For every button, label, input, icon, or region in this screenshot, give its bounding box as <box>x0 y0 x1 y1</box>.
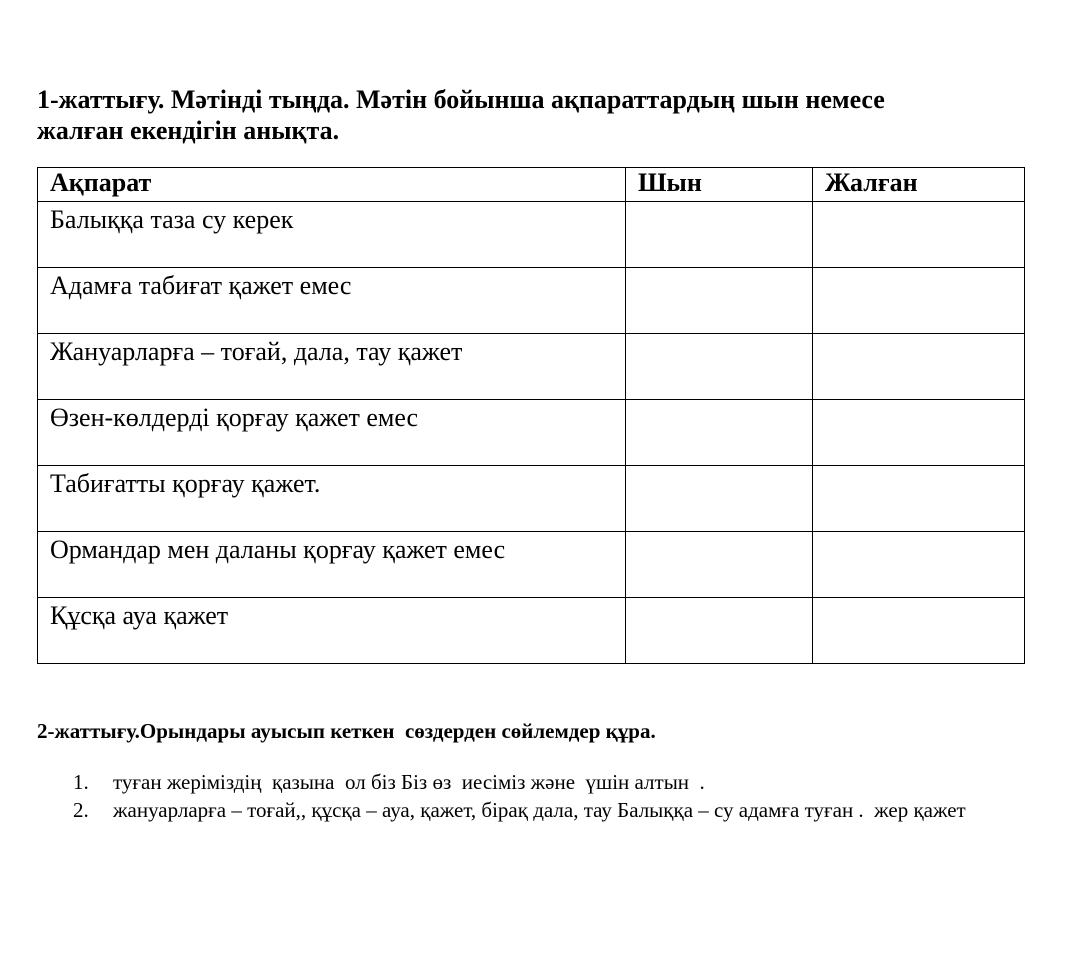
exercise-1-title-line-1: 1-жаттығу. Мәтінді тыңда. Мәтін бойынша ақпараттардың шын немесе <box>37 85 885 114</box>
header-info: Ақпарат <box>38 168 626 202</box>
table-row <box>38 532 1025 598</box>
table-header-row <box>38 168 1025 202</box>
info-cell: Жануарларға – тоғай, дала, тау қажет <box>38 334 626 400</box>
false-answer-cell[interactable] <box>813 532 1025 598</box>
false-answer-cell[interactable] <box>813 400 1025 466</box>
table-row <box>38 202 1025 268</box>
header-true: Шын <box>626 168 813 202</box>
info-cell: Құсқа ауа қажет <box>38 598 626 664</box>
info-cell: Өзен-көлдерді қорғау қажет емес <box>38 400 626 466</box>
exercise-2-title: 2-жаттығу.Орындары ауысып кеткен сөздерден сөйлемдер құра. <box>37 719 656 743</box>
table-row <box>38 400 1025 466</box>
false-answer-cell[interactable] <box>813 202 1025 268</box>
true-answer-cell[interactable] <box>626 334 813 400</box>
table-row <box>38 334 1025 400</box>
list-item-text: жануарларға – тоғай,, құсқа – ауа, қажет, бірақ дала, тау Балыққа – су адамға туған . жер қажет <box>113 798 966 822</box>
list-item <box>37 768 1027 796</box>
table-row <box>38 598 1025 664</box>
true-answer-cell[interactable] <box>626 598 813 664</box>
exercise-1-title <box>37 84 1037 146</box>
false-answer-cell[interactable] <box>813 466 1025 532</box>
list-item-text: туған жеріміздің қазына ол біз Біз өз иесіміз және үшін алтын . <box>113 770 705 794</box>
info-cell: Адамға табиғат қажет емес <box>38 268 626 334</box>
table-row <box>38 466 1025 532</box>
info-cell: Табиғатты қорғау қажет. <box>38 466 626 532</box>
false-answer-cell[interactable] <box>813 334 1025 400</box>
list-item-number: 2. <box>73 798 89 822</box>
info-cell: Ормандар мен даланы қорғау қажет емес <box>38 532 626 598</box>
true-answer-cell[interactable] <box>626 400 813 466</box>
info-cell: Балыққа таза су керек <box>38 202 626 268</box>
false-answer-cell[interactable] <box>813 598 1025 664</box>
false-answer-cell[interactable] <box>813 268 1025 334</box>
list-item-number: 1. <box>73 770 89 794</box>
exercise-1-title-line-2: жалған екендігін анықта. <box>37 116 340 145</box>
header-false: Жалған <box>813 168 1025 202</box>
true-answer-cell[interactable] <box>626 202 813 268</box>
true-answer-cell[interactable] <box>626 268 813 334</box>
true-answer-cell[interactable] <box>626 466 813 532</box>
exercise-2-list <box>37 768 1027 824</box>
list-item <box>37 796 1027 824</box>
true-false-table <box>37 167 1025 664</box>
table-row <box>38 268 1025 334</box>
true-answer-cell[interactable] <box>626 532 813 598</box>
